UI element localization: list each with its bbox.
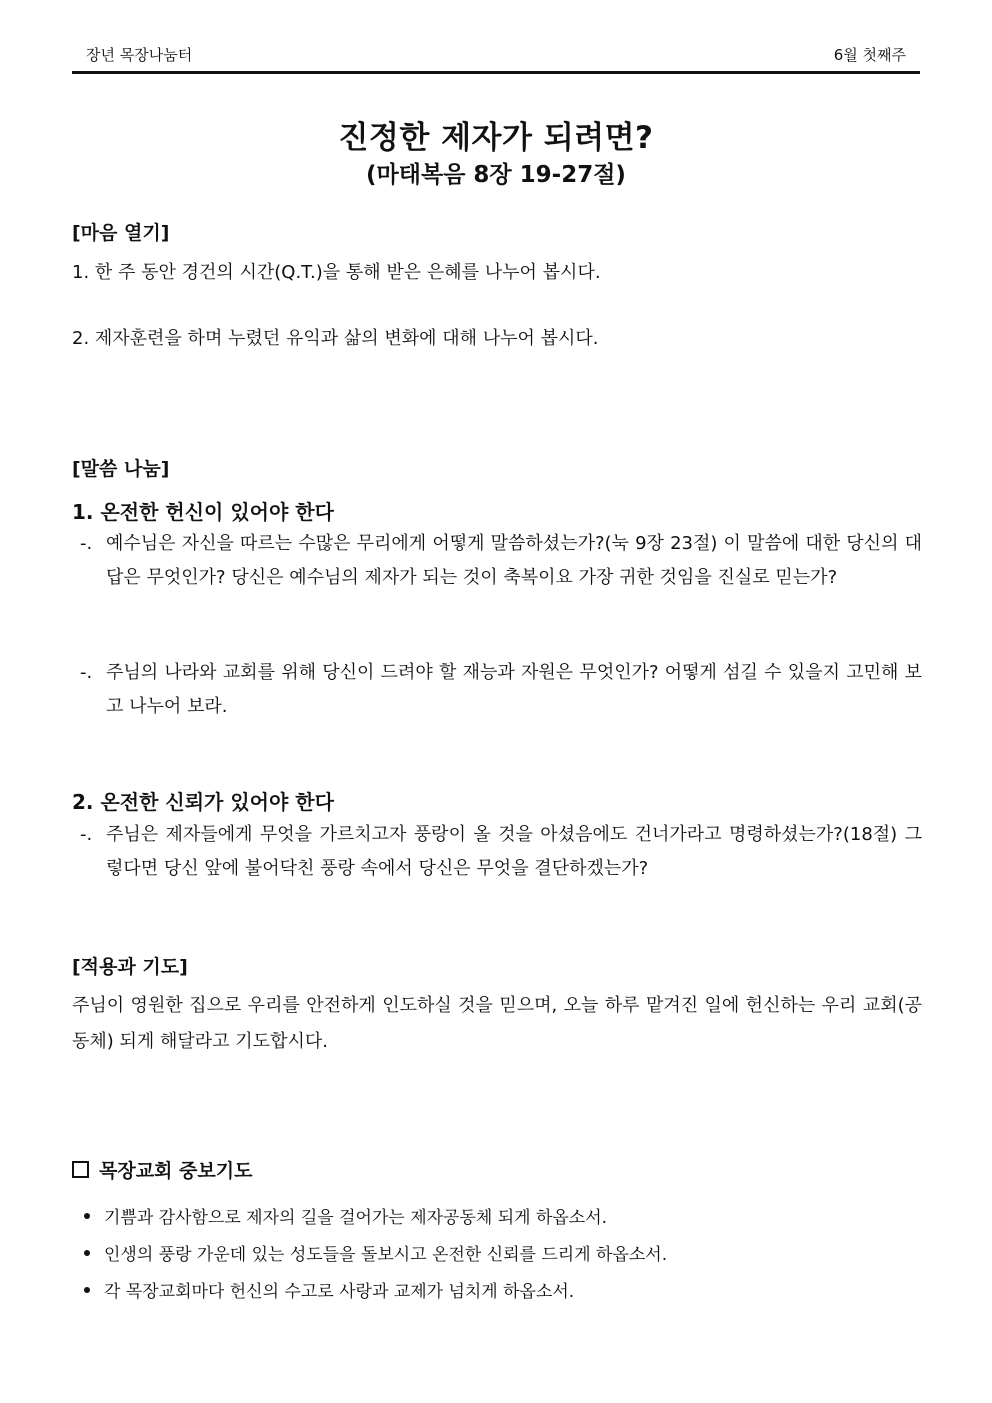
header-divider (72, 71, 920, 74)
dash-marker: -. (80, 533, 93, 554)
intercession-item-2 (84, 1240, 667, 1265)
bullet-icon (84, 1287, 90, 1293)
question-text: 주님의 나라와 교회를 위해 당신이 드려야 할 재능과 자원은 무엇인가? 어떻게 섬길 수 있을지 고민해 보고 나누어 보라. (106, 662, 922, 717)
point-2-title: 2. 온전한 신뢰가 있어야 한다 (72, 790, 334, 814)
header-group-name: 장년 목장나눔터 (86, 46, 193, 64)
point-1-question-2 (80, 656, 922, 724)
dash-marker: -. (80, 824, 93, 845)
header-week: 6월 첫째주 (833, 46, 906, 64)
dash-marker: -. (80, 662, 93, 683)
intercession-item-text: 인생의 풍랑 가운데 있는 성도들을 돌보시고 온전한 신뢰를 드리게 하옵소서. (104, 1245, 668, 1265)
bullet-icon (84, 1213, 90, 1219)
question-text: 예수님은 자신을 따르는 수많은 무리에게 어떻게 말씀하셨는가?(눅 9장 23절) 이 말씀에 대한 당신의 대답은 무엇인가? 당신은 예수님의 제자가 되는 것이 축복이요 가장 귀한 것임을 진실로 믿는가? (106, 533, 922, 588)
intercession-item-text: 기쁨과 감사함으로 제자의 길을 걸어가는 제자공동체 되게 하옵소서. (104, 1208, 608, 1228)
word-sharing-heading: [말씀 나눔] (72, 458, 170, 480)
open-heart-heading: [마음 열기] (72, 222, 170, 244)
intercession-item-1 (84, 1203, 607, 1228)
open-heart-item-1: 1. 한 주 동안 경건의 시간(Q.T.)을 통해 받은 은혜를 나누어 봅시다. (72, 262, 601, 283)
intercession-heading (72, 1156, 252, 1183)
intercession-heading-label: 목장교회 중보기도 (99, 1160, 253, 1182)
checkbox-square-icon (72, 1161, 89, 1178)
intercession-item-3 (84, 1277, 574, 1302)
point-1-question-1 (80, 527, 922, 595)
application-heading: [적용과 기도] (72, 956, 188, 978)
open-heart-item-2: 2. 제자훈련을 하며 누렸던 유익과 삶의 변화에 대해 나누어 봅시다. (72, 328, 599, 349)
point-1-title: 1. 온전한 헌신이 있어야 한다 (72, 500, 334, 524)
scripture-reference: (마태복음 8장 19-27절) (366, 162, 626, 188)
bullet-icon (84, 1250, 90, 1256)
application-prayer-text: 주님이 영원한 집으로 우리를 안전하게 인도하실 것을 믿으며, 오늘 하루 맡겨진 일에 헌신하는 우리 교회(공동체) 되게 해달라고 기도합시다. (72, 995, 922, 1052)
point-2-question-1 (80, 818, 922, 886)
question-text: 주님은 제자들에게 무엇을 가르치고자 풍랑이 올 것을 아셨음에도 건너가라고 명령하셨는가?(18절) 그렇다면 당신 앞에 불어닥친 풍랑 속에서 당신은 무엇을 결단하겠는가? (106, 824, 922, 879)
intercession-item-text: 각 목장교회마다 헌신의 수고로 사랑과 교제가 넘치게 하옵소서. (104, 1282, 575, 1302)
page-title: 진정한 제자가 되려면? (338, 120, 654, 156)
